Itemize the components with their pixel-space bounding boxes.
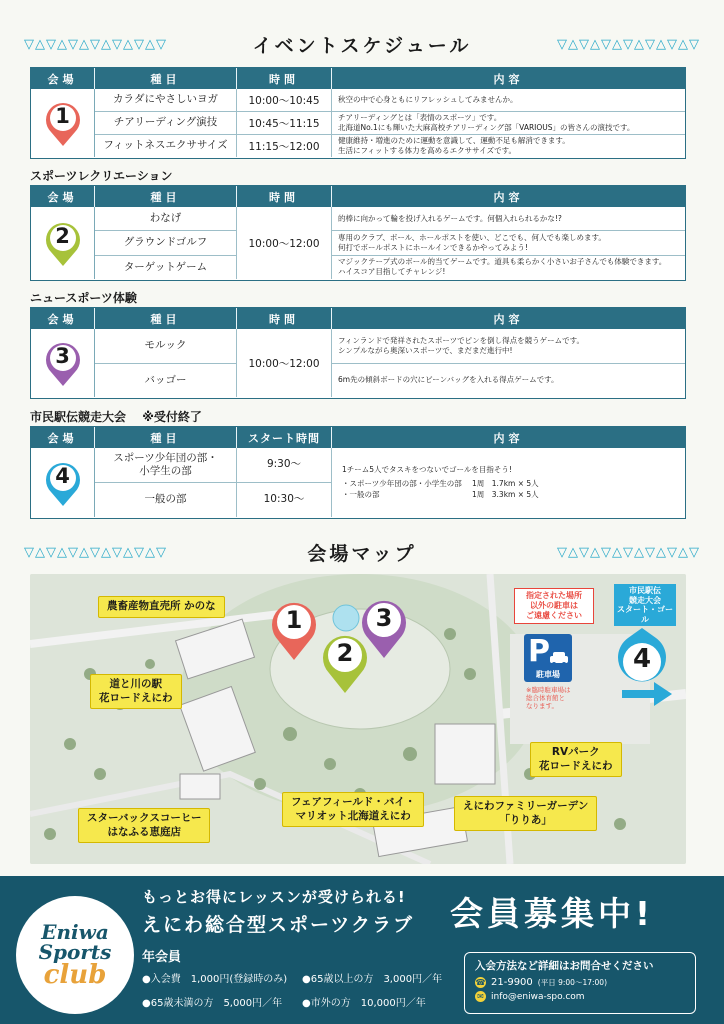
recreation-table bbox=[30, 185, 686, 281]
promo-line-2: えにわ総合型スポーツクラブ bbox=[142, 914, 415, 936]
table-row bbox=[95, 112, 685, 135]
venue-pin-2: 2 bbox=[43, 218, 83, 268]
parking-temp-note: ※臨時駐車場は 総合体育館と なります。 bbox=[526, 686, 571, 711]
schedule-title: イベントスケジュール bbox=[252, 34, 472, 57]
label-family-garden: えにわファミリーガーデン 「りりあ」 bbox=[454, 796, 597, 831]
item-name: スポーツ少年団の部・ 小学生の部 bbox=[95, 448, 236, 483]
label-starbucks: スターバックスコーヒー はなふる恵庭店 bbox=[78, 808, 210, 843]
item-time: 10:00〜10:45 bbox=[237, 89, 332, 111]
header-item: 種目 bbox=[95, 186, 237, 207]
header-venue: 会場 bbox=[31, 68, 95, 89]
header-venue: 会場 bbox=[31, 308, 95, 329]
venue-pin-3: 3 bbox=[43, 338, 83, 388]
table-row bbox=[95, 89, 685, 112]
table-header bbox=[31, 427, 685, 448]
table-body bbox=[31, 329, 685, 397]
header-venue: 会場 bbox=[31, 427, 95, 448]
item-time: 10:00〜12:00 bbox=[237, 329, 332, 397]
header-content: 内容 bbox=[493, 431, 524, 445]
triangle-decoration-right: ▽△▽△▽△▽△▽△▽△▽ bbox=[557, 36, 700, 52]
table-header bbox=[31, 186, 685, 207]
header-time: 時間 bbox=[237, 308, 332, 329]
parking-warning: 指定された場所 以外の駐車は ご遠慮ください bbox=[514, 588, 594, 624]
item-name: 一般の部 bbox=[144, 493, 187, 506]
item-desc: 的棒に向かって輪を投げ入れるゲームです。何個入れられるかな!? bbox=[332, 207, 685, 231]
car-icon bbox=[549, 652, 569, 666]
item-time: 10:45〜11:15 bbox=[237, 112, 332, 134]
item-name: フィットネスエクササイズ bbox=[95, 135, 237, 157]
ekiden-start-label: 市民駅伝 競走大会 スタート・ゴール bbox=[614, 584, 676, 626]
venue-pin-1: 1 bbox=[43, 98, 83, 148]
venue-cell bbox=[31, 329, 95, 397]
triangle-decoration-left: ▽△▽△▽△▽△▽△▽△▽ bbox=[24, 36, 167, 52]
venue-map bbox=[30, 574, 686, 864]
table-body bbox=[31, 89, 685, 157]
item-desc: 6m先の傾斜ボードの穴にビーンバッグを入れる得点ゲームです。 bbox=[338, 375, 559, 385]
header-time: 時間 bbox=[237, 186, 332, 207]
map-title: 会場マップ bbox=[307, 542, 417, 565]
fee-item: ●65歳以上の方 3,000円／年 bbox=[302, 974, 443, 985]
map-pin-2: 2 bbox=[319, 629, 371, 695]
ekiden-title-row bbox=[30, 408, 202, 425]
header-item: 種目 bbox=[95, 68, 237, 89]
table-body bbox=[31, 448, 685, 517]
item-desc: フィンランドで発祥されたスポーツでピンを倒し得点を競うゲームです。 シンプルながら奥深いスポーツで、まだまだ進行中! bbox=[332, 329, 685, 364]
contact-phone[interactable]: ☎ 21-9900 (平日 9:00〜17:00) bbox=[475, 977, 607, 988]
item-desc: 健康維持・増進のために運動を意識して、運動不足も解消できます。 生活にフィットする体力を高めるエクササイズです。 bbox=[338, 135, 570, 155]
item-desc: チアリーディングとは「表情のスポーツ」です。 北海道No.1にも輝いた大麻高校チアリーディング部「VARIOUS」の皆さんの演技です。 bbox=[338, 112, 635, 132]
label-noushi: 農畜産物直売所 かのな bbox=[98, 596, 225, 618]
item-time: 10:00〜12:00 bbox=[237, 207, 332, 279]
schedule-title-row bbox=[24, 30, 700, 58]
header-venue: 会場 bbox=[31, 186, 95, 207]
ekiden-title: 市民駅伝競走大会 bbox=[30, 410, 127, 424]
item-time: 9:30〜 bbox=[237, 448, 331, 483]
item-name: わなげ bbox=[95, 207, 236, 231]
item-desc: マジックテープ式のボール的当てゲームです。道具も柔らかく小さいお子さんでも体験できます。 ハイスコア目指してチャレンジ! bbox=[338, 257, 667, 277]
ekiden-rows bbox=[95, 448, 685, 517]
table-body bbox=[31, 207, 685, 279]
item-time: 10:30〜 bbox=[263, 493, 305, 506]
item-desc: 秋空の中で心身ともにリフレッシュしてみませんか。 bbox=[338, 94, 518, 104]
fee-item: ●入会費 1,000円(登録時のみ) bbox=[142, 974, 288, 985]
schedule-table bbox=[30, 67, 686, 159]
item-name: バッゴー bbox=[144, 373, 187, 386]
venue-pin-4: 4 bbox=[43, 458, 83, 508]
fee-list bbox=[142, 970, 452, 1009]
label-fairfield: フェアフィールド・バイ・ マリオット北海道えにわ bbox=[282, 792, 424, 827]
item-name: モルック bbox=[95, 329, 236, 364]
map-title-row bbox=[24, 538, 700, 566]
table-header bbox=[31, 68, 685, 89]
arrow-right-icon bbox=[622, 682, 672, 706]
contact-title: 入会方法など詳細はお問合せください bbox=[475, 960, 654, 972]
contact-box bbox=[464, 952, 696, 1014]
item-name: グラウンドゴルフ bbox=[95, 231, 236, 255]
fee-item: ●市外の方 10,000円／年 bbox=[302, 998, 426, 1009]
contact-email[interactable]: ✉ info@eniwa-spo.com bbox=[475, 991, 685, 1002]
parking-p-icon: P bbox=[528, 634, 550, 669]
header-item: 種目 bbox=[95, 427, 237, 448]
footer-banner bbox=[0, 876, 724, 1024]
recreation-title: スポーツレクリエーション bbox=[30, 169, 173, 183]
members-title: 年会員 bbox=[142, 950, 182, 965]
fee-item: ●65歳未満の方 5,000円／年 bbox=[142, 998, 283, 1009]
header-content: 内容 bbox=[493, 72, 524, 86]
mail-icon: ✉ bbox=[475, 991, 486, 1002]
triangle-decoration-left: ▽△▽△▽△▽△▽△▽△▽ bbox=[24, 544, 167, 560]
item-desc: 専用のクラブ、ボール、ホールポストを使い、どこでも、何人でも楽しめます。 何打でボールポストにホールインできるかやってみよう! bbox=[332, 231, 685, 255]
header-time: 時間 bbox=[237, 68, 332, 89]
label-michi: 道と川の駅 花ロードえにわ bbox=[90, 674, 182, 709]
eniwa-sports-club-logo: Eniwa Sports club bbox=[16, 896, 134, 1014]
venue-cell bbox=[31, 89, 95, 157]
ekiden-note: ※受付終了 bbox=[142, 410, 202, 424]
phone-icon: ☎ bbox=[475, 978, 486, 987]
item-name: カラダにやさしいヨガ bbox=[95, 89, 237, 111]
header-time: スタート時間 bbox=[237, 427, 332, 448]
newsports-rows bbox=[95, 329, 685, 397]
header-content: 内容 bbox=[493, 190, 524, 204]
item-time: 11:15〜12:00 bbox=[237, 135, 332, 157]
venue-cell bbox=[31, 448, 95, 517]
ekiden-table bbox=[30, 426, 686, 519]
promo-line-1: もっとお得にレッスンが受けられる! bbox=[142, 888, 406, 906]
schedule-rows bbox=[95, 89, 685, 157]
triangle-decoration-right: ▽△▽△▽△▽△▽△▽△▽ bbox=[557, 544, 700, 560]
newsports-table bbox=[30, 307, 686, 399]
newsports-title: ニュースポーツ体験 bbox=[30, 291, 137, 305]
item-name: チアリーディング演技 bbox=[95, 112, 237, 134]
header-content: 内容 bbox=[493, 312, 524, 326]
item-name: ターゲットゲーム bbox=[123, 260, 208, 273]
table-header bbox=[31, 308, 685, 329]
map-pin-3: 3 bbox=[358, 594, 410, 660]
label-rv-park: RVパーク 花ロードえにわ bbox=[530, 742, 622, 777]
map-pin-1: 1 bbox=[268, 596, 320, 662]
map-pin-4: 4 bbox=[612, 624, 672, 694]
recruit-heading: 会員募集中! bbox=[450, 894, 655, 933]
recreation-rows bbox=[95, 207, 685, 279]
table-row bbox=[95, 135, 685, 157]
header-item: 種目 bbox=[95, 308, 237, 329]
venue-cell bbox=[31, 207, 95, 279]
item-desc: 1チーム5人でタスキをつないでゴールを目指そう! ・スポーツ少年団の部・小学生の部 1周 1.7km × 5人 ・一般の部 1周 3.3km × 5人 bbox=[342, 465, 539, 499]
parking-sign: P 駐車場 bbox=[524, 634, 572, 682]
